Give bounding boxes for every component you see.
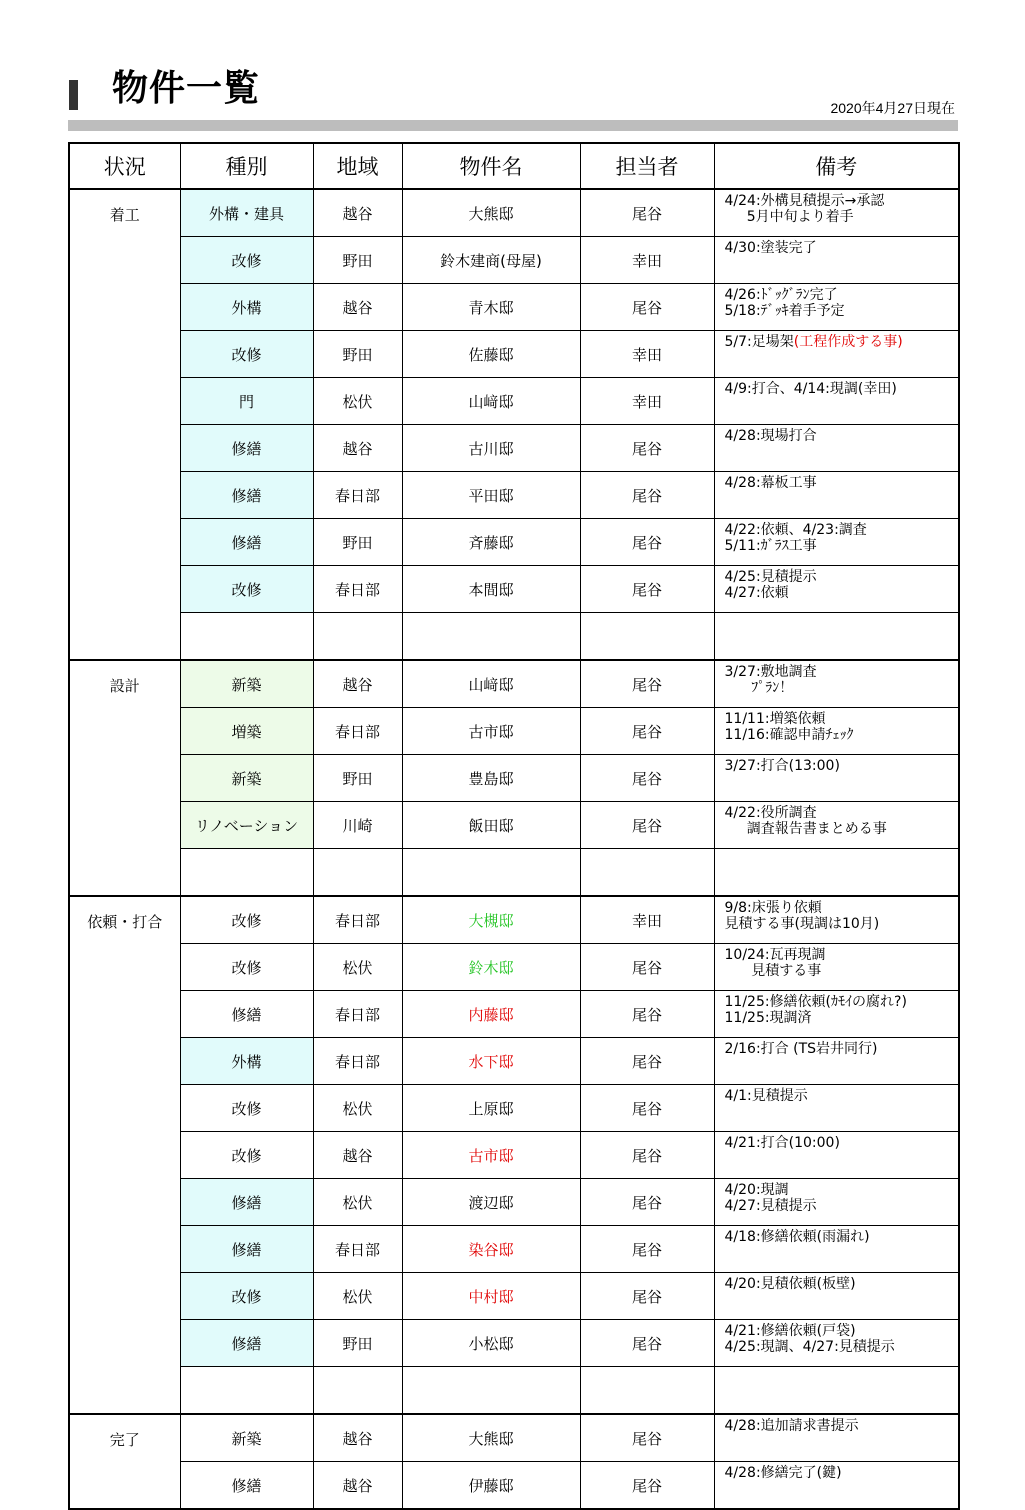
table-row xyxy=(69,849,959,897)
person-cell: 尾谷 xyxy=(580,189,714,237)
col-header-type: 種別 xyxy=(180,143,313,189)
note-text: 4/22:依頼、4/23:調査 5/11:ｶﾞﾗｽ工事 xyxy=(724,522,867,554)
area-cell: 越谷 xyxy=(313,1414,402,1462)
table-row xyxy=(69,519,959,566)
table-row xyxy=(69,1320,959,1367)
type-cell: 増築 xyxy=(180,708,313,755)
property-name-cell: 大槻邸 xyxy=(402,896,580,944)
table-row xyxy=(69,566,959,613)
area-cell: 春日部 xyxy=(313,896,402,944)
type-cell: 改修 xyxy=(180,1085,313,1132)
col-header-status: 状況 xyxy=(69,143,180,189)
type-cell xyxy=(180,849,313,897)
type-cell: 新築 xyxy=(180,755,313,802)
notes-cell xyxy=(714,1038,959,1085)
area-cell: 野田 xyxy=(313,755,402,802)
col-header-property: 物件名 xyxy=(402,143,580,189)
note-text: 11/11:増築依頼 11/16:確認申請ﾁｪｯｸ xyxy=(724,711,854,743)
table-row xyxy=(69,1179,959,1226)
property-name-cell xyxy=(402,1367,580,1415)
area-cell: 松伏 xyxy=(313,1273,402,1320)
type-cell: 新築 xyxy=(180,660,313,708)
person-cell: 尾谷 xyxy=(580,1273,714,1320)
note-text: 4/20:見積依頼(板壁) xyxy=(724,1276,856,1292)
notes-cell xyxy=(714,1414,959,1462)
notes-cell xyxy=(714,896,959,944)
note-text: 4/28:現場打合 xyxy=(724,428,817,444)
property-name-cell: 平田邸 xyxy=(402,472,580,519)
person-cell: 尾谷 xyxy=(580,1226,714,1273)
table-row xyxy=(69,802,959,849)
note-text: 4/24:外構見積提示→承認 5月中旬より着手 xyxy=(724,193,885,225)
type-cell: 外構・建具 xyxy=(180,189,313,237)
area-cell: 越谷 xyxy=(313,1462,402,1510)
note-text: 4/1:見積提示 xyxy=(724,1088,808,1104)
note-text: 4/20:現調 4/27:見積提示 xyxy=(724,1182,817,1214)
type-cell: 改修 xyxy=(180,237,313,284)
person-cell: 尾谷 xyxy=(580,472,714,519)
notes-cell xyxy=(714,519,959,566)
notes-cell xyxy=(714,1462,959,1510)
table-row xyxy=(69,189,959,237)
area-cell: 春日部 xyxy=(313,472,402,519)
table-row xyxy=(69,378,959,425)
notes-cell xyxy=(714,660,959,708)
property-name-cell: 斉藤邸 xyxy=(402,519,580,566)
table-row xyxy=(69,425,959,472)
col-header-person: 担当者 xyxy=(580,143,714,189)
person-cell: 尾谷 xyxy=(580,1179,714,1226)
person-cell: 尾谷 xyxy=(580,802,714,849)
property-name-cell: 大熊邸 xyxy=(402,189,580,237)
notes-cell xyxy=(714,708,959,755)
property-name-cell: 青木邸 xyxy=(402,284,580,331)
note-text: 4/28:追加請求書提示 xyxy=(724,1418,859,1434)
table-row xyxy=(69,1273,959,1320)
property-name-cell: 鈴木邸 xyxy=(402,944,580,991)
table-row xyxy=(69,755,959,802)
notes-cell xyxy=(714,1179,959,1226)
area-cell: 越谷 xyxy=(313,660,402,708)
note-text: 4/9:打合、4/14:現調(幸田) xyxy=(724,381,897,397)
person-cell: 尾谷 xyxy=(580,1085,714,1132)
note-text: 2/16:打合 (TS岩井同行) xyxy=(724,1041,878,1057)
person-cell: 幸田 xyxy=(580,331,714,378)
notes-cell xyxy=(714,802,959,849)
type-cell: 修繕 xyxy=(180,519,313,566)
property-name-cell: 古川邸 xyxy=(402,425,580,472)
type-cell xyxy=(180,1367,313,1415)
area-cell: 川崎 xyxy=(313,802,402,849)
type-cell: 修繕 xyxy=(180,991,313,1038)
notes-cell xyxy=(714,472,959,519)
type-cell: 修繕 xyxy=(180,1226,313,1273)
table-row xyxy=(69,944,959,991)
type-cell: 外構 xyxy=(180,284,313,331)
area-cell: 春日部 xyxy=(313,991,402,1038)
type-cell: 修繕 xyxy=(180,1462,313,1510)
notes-cell xyxy=(714,237,959,284)
table-row xyxy=(69,1226,959,1273)
table-row xyxy=(69,237,959,284)
note-text: 3/27:敷地調査 ﾌﾟﾗﾝ！ xyxy=(724,664,817,696)
property-name-cell xyxy=(402,613,580,661)
status-cell: 設計 xyxy=(69,660,180,896)
area-cell: 野田 xyxy=(313,1320,402,1367)
person-cell: 尾谷 xyxy=(580,660,714,708)
type-cell: 門 xyxy=(180,378,313,425)
person-cell: 幸田 xyxy=(580,237,714,284)
notes-cell xyxy=(714,1085,959,1132)
person-cell xyxy=(580,1367,714,1415)
person-cell: 尾谷 xyxy=(580,284,714,331)
property-name-cell: 渡辺邸 xyxy=(402,1179,580,1226)
type-cell: 改修 xyxy=(180,1132,313,1179)
notes-cell xyxy=(714,944,959,991)
property-name-cell: 古市邸 xyxy=(402,1132,580,1179)
property-name-cell: 古市邸 xyxy=(402,708,580,755)
person-cell: 尾谷 xyxy=(580,425,714,472)
property-name-cell: 本間邸 xyxy=(402,566,580,613)
notes-cell xyxy=(714,189,959,237)
area-cell: 松伏 xyxy=(313,378,402,425)
note-text: 4/22:役所調査 調査報告書まとめる事 xyxy=(724,805,887,837)
property-name-cell: 山﨑邸 xyxy=(402,660,580,708)
notes-cell xyxy=(714,849,959,897)
note-text: 4/28:修繕完了(鍵) xyxy=(724,1465,842,1481)
notes-cell xyxy=(714,566,959,613)
table-row xyxy=(69,1085,959,1132)
notes-cell xyxy=(714,755,959,802)
person-cell: 尾谷 xyxy=(580,1462,714,1510)
status-cell: 依頼・打合 xyxy=(69,896,180,1414)
note-text: 4/18:修繕依頼(雨漏れ) xyxy=(724,1229,870,1245)
header-row xyxy=(69,143,959,189)
type-cell: 改修 xyxy=(180,1273,313,1320)
table-body xyxy=(69,189,959,1509)
type-cell: 修繕 xyxy=(180,1320,313,1367)
type-cell: 改修 xyxy=(180,331,313,378)
notes-cell xyxy=(714,425,959,472)
notes-cell xyxy=(714,1132,959,1179)
area-cell: 松伏 xyxy=(313,1179,402,1226)
property-name-cell: 内藤邸 xyxy=(402,991,580,1038)
type-cell: 改修 xyxy=(180,896,313,944)
area-cell xyxy=(313,1367,402,1415)
table-row xyxy=(69,1038,959,1085)
type-cell: 修繕 xyxy=(180,1179,313,1226)
note-text: 11/25:修繕依頼(ｶﾓｲの腐れ?) 11/25:現調済 xyxy=(724,994,907,1026)
person-cell: 幸田 xyxy=(580,378,714,425)
area-cell: 松伏 xyxy=(313,1085,402,1132)
type-cell: 改修 xyxy=(180,566,313,613)
area-cell: 春日部 xyxy=(313,566,402,613)
table-row xyxy=(69,331,959,378)
note-text: 4/30:塗装完了 xyxy=(724,240,817,256)
table-row xyxy=(69,1462,959,1510)
property-name-cell: 山﨑邸 xyxy=(402,378,580,425)
property-name-cell: 佐藤邸 xyxy=(402,331,580,378)
person-cell: 尾谷 xyxy=(580,566,714,613)
type-cell: 新築 xyxy=(180,1414,313,1462)
area-cell: 越谷 xyxy=(313,189,402,237)
person-cell xyxy=(580,613,714,661)
person-cell: 尾谷 xyxy=(580,755,714,802)
notes-cell xyxy=(714,991,959,1038)
table-row xyxy=(69,1132,959,1179)
property-name-cell xyxy=(402,849,580,897)
notes-cell xyxy=(714,613,959,661)
area-cell: 野田 xyxy=(313,519,402,566)
property-name-cell: 小松邸 xyxy=(402,1320,580,1367)
type-cell: 修繕 xyxy=(180,425,313,472)
person-cell: 尾谷 xyxy=(580,1320,714,1367)
col-header-notes: 備考 xyxy=(714,143,959,189)
type-cell: 改修 xyxy=(180,944,313,991)
note-text: 4/21:打合(10:00) xyxy=(724,1135,840,1151)
notes-cell xyxy=(714,1226,959,1273)
col-header-area: 地域 xyxy=(313,143,402,189)
area-cell: 春日部 xyxy=(313,1226,402,1273)
note-text: 4/21:修繕依頼(戸袋) 4/25:現調、4/27:見積提示 xyxy=(724,1323,895,1355)
table-row xyxy=(69,1414,959,1462)
table-row xyxy=(69,660,959,708)
area-cell: 春日部 xyxy=(313,708,402,755)
property-name-cell: 染谷邸 xyxy=(402,1226,580,1273)
page-title: 物件一覧 xyxy=(112,68,261,109)
type-cell: 修繕 xyxy=(180,472,313,519)
table-row xyxy=(69,1367,959,1415)
person-cell: 尾谷 xyxy=(580,1038,714,1085)
notes-cell xyxy=(714,1367,959,1415)
area-cell: 松伏 xyxy=(313,944,402,991)
property-name-cell: 水下邸 xyxy=(402,1038,580,1085)
person-cell: 尾谷 xyxy=(580,519,714,566)
note-text: 4/25:見積提示 4/27:依頼 xyxy=(724,569,817,601)
person-cell: 尾谷 xyxy=(580,991,714,1038)
notes-cell xyxy=(714,378,959,425)
table-row xyxy=(69,284,959,331)
property-name-cell: 上原邸 xyxy=(402,1085,580,1132)
property-name-cell: 豊島邸 xyxy=(402,755,580,802)
person-cell: 幸田 xyxy=(580,896,714,944)
person-cell: 尾谷 xyxy=(580,708,714,755)
property-name-cell: 大熊邸 xyxy=(402,1414,580,1462)
property-name-cell: 伊藤邸 xyxy=(402,1462,580,1510)
as-of-date: 2020年4月27日現在 xyxy=(830,100,955,116)
table-row xyxy=(69,991,959,1038)
area-cell: 野田 xyxy=(313,237,402,284)
person-cell xyxy=(580,849,714,897)
property-name-cell: 飯田邸 xyxy=(402,802,580,849)
notes-cell xyxy=(714,331,959,378)
property-name-cell: 中村邸 xyxy=(402,1273,580,1320)
table-row xyxy=(69,613,959,661)
person-cell: 尾谷 xyxy=(580,1414,714,1462)
type-cell: リノベーション xyxy=(180,802,313,849)
notes-cell xyxy=(714,1273,959,1320)
area-cell: 越谷 xyxy=(313,1132,402,1179)
status-cell: 完了 xyxy=(69,1414,180,1509)
note-text: 4/26:ﾄﾞｯｸﾞﾗﾝ完了 5/18:ﾃﾞｯｷ着手予定 xyxy=(724,287,845,319)
area-cell: 春日部 xyxy=(313,1038,402,1085)
note-text: 4/28:幕板工事 xyxy=(724,475,817,491)
area-cell xyxy=(313,613,402,661)
note-text: 9/8:床張り依頼 見積する事(現調は10月) xyxy=(724,900,880,932)
title-marker xyxy=(69,80,78,110)
notes-cell xyxy=(714,284,959,331)
table-row xyxy=(69,896,959,944)
type-cell: 外構 xyxy=(180,1038,313,1085)
person-cell: 尾谷 xyxy=(580,944,714,991)
area-cell xyxy=(313,849,402,897)
notes-cell xyxy=(714,1320,959,1367)
area-cell: 野田 xyxy=(313,331,402,378)
type-cell xyxy=(180,613,313,661)
note-text: 5/7:足場架 xyxy=(724,334,794,350)
person-cell: 尾谷 xyxy=(580,1132,714,1179)
area-cell: 越谷 xyxy=(313,425,402,472)
note-text: 3/27:打合(13:00) xyxy=(724,758,840,774)
header-rule xyxy=(68,120,958,131)
status-cell: 着工 xyxy=(69,189,180,660)
property-name-cell: 鈴木建商(母屋) xyxy=(402,237,580,284)
property-table xyxy=(68,142,960,1510)
note-text: (工程作成する事) xyxy=(793,334,903,350)
table-row xyxy=(69,708,959,755)
area-cell: 越谷 xyxy=(313,284,402,331)
table-row xyxy=(69,472,959,519)
note-text: 10/24:瓦再現調 見積する事 xyxy=(724,947,826,979)
